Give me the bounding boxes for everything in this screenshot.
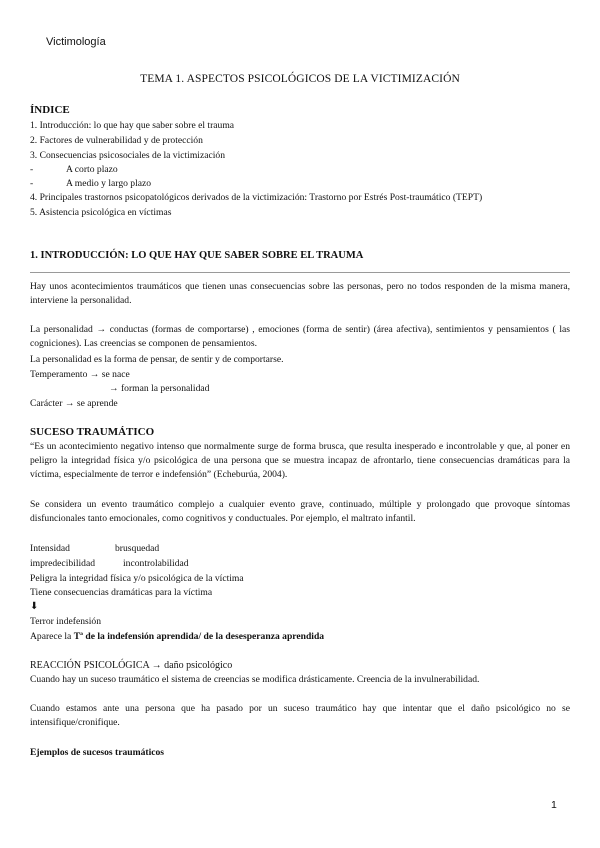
index-subitem-dash: - [30, 178, 34, 189]
paragraph: Cuando hay un suceso traumático el sistema de creencias se modifica drásticamente. Creencia de la invulnerabilidad. [30, 674, 480, 685]
theory-name: Tª de la indefensión aprendida/ de la desesperanza aprendida [73, 631, 325, 642]
index-item: 1. Introducción: lo que hay que saber sobre el trauma [30, 120, 235, 131]
index-item: 3. Consecuencias psicosociales de la victimización [30, 150, 226, 161]
text-line: Peligra la integridad física y/o psicológica de la víctima [30, 573, 244, 584]
paragraph: Cuando estamos ante una persona que ha pasado por un suceso traumático hay que intentar que el daño psicológico no se intensifique/cronifique. [30, 703, 570, 729]
index-subitem-dash: - [30, 164, 34, 175]
text-line: Intensidad [30, 543, 70, 554]
subsection-heading: REACCIÓN PSICOLÓGICA → daño psicológico [30, 660, 233, 671]
subsection-heading: SUCESO TRAUMÁTICO [30, 426, 155, 438]
page-number: 1 [551, 799, 557, 811]
text-line: incontrolabilidad [123, 558, 189, 569]
text-line [30, 630, 324, 644]
page-header: Victimología [46, 36, 106, 48]
text-line: Tiene consecuencias dramáticas para la víctima [30, 587, 213, 598]
paragraph: La personalidad es la forma de pensar, de sentir y de comportarse. [30, 354, 284, 365]
text-line: impredecibilidad [30, 558, 96, 569]
text-line: Temperamento → se nace [30, 369, 130, 380]
paragraph: Hay unos acontecimientos traumáticos que tienen unas consecuencias sobre las personas, pero no todos responden de la misma manera, interviene la personalidad. [30, 281, 570, 307]
text-prefix: Aparece la [30, 631, 74, 642]
text-line: brusquedad [115, 543, 160, 554]
index-subitem: A corto plazo [66, 164, 118, 175]
section-heading: 1. INTRODUCCIÓN: LO QUE HAY QUE SABER SOBRE EL TRAUMA [30, 250, 364, 261]
text-line: → forman la personalidad [109, 383, 210, 394]
down-arrow-icon: ⬇ [30, 601, 39, 612]
index-heading: ÍNDICE [30, 104, 70, 116]
index-item: 5. Asistencia psicológica en víctimas [30, 207, 172, 218]
paragraph: La personalidad → conductas (formas de comportarse) , emociones (forma de sentir) (área afectiva), sentimientos y pensamientos ( las cogniciones). Las creencias se componen de pensamientos. [30, 324, 570, 350]
index-subitem: A medio y largo plazo [66, 178, 152, 189]
section-divider [30, 272, 570, 273]
index-item: 4. Principales trastornos psicopatológicos derivados de la victimización: Trastorno por Estrés Post-traumático (TEPT) [30, 192, 483, 203]
definition-quote: “Es un acontecimiento negativo intenso que normalmente surge de forma brusca, que resulta inesperado e incontrolable y que, al poner en peligro la integridad física y/o psicológica de una persona que se muestra incapaz de afrontarlo, tiene consecuencias dramáticas para la víctima, especialmente de terror e indefensión” (Echeburúa, 2004). [30, 441, 570, 481]
text-line: Terror indefensión [30, 616, 101, 627]
subsection-heading: Ejemplos de sucesos traumáticos [30, 747, 165, 758]
document-title: TEMA 1. ASPECTOS PSICOLÓGICOS DE LA VICTIMIZACIÓN [140, 73, 460, 85]
index-item: 2. Factores de vulnerabilidad y de protección [30, 135, 203, 146]
paragraph: Se considera un evento traumático complejo a cualquier evento grave, continuado, múltiple y prolongado que provoque síntomas disfuncionales tanto emocionales, como cognitivos y conductuales. Por ejemplo, el maltrato infantil. [30, 499, 570, 525]
text-line: Carácter → se aprende [30, 398, 118, 409]
